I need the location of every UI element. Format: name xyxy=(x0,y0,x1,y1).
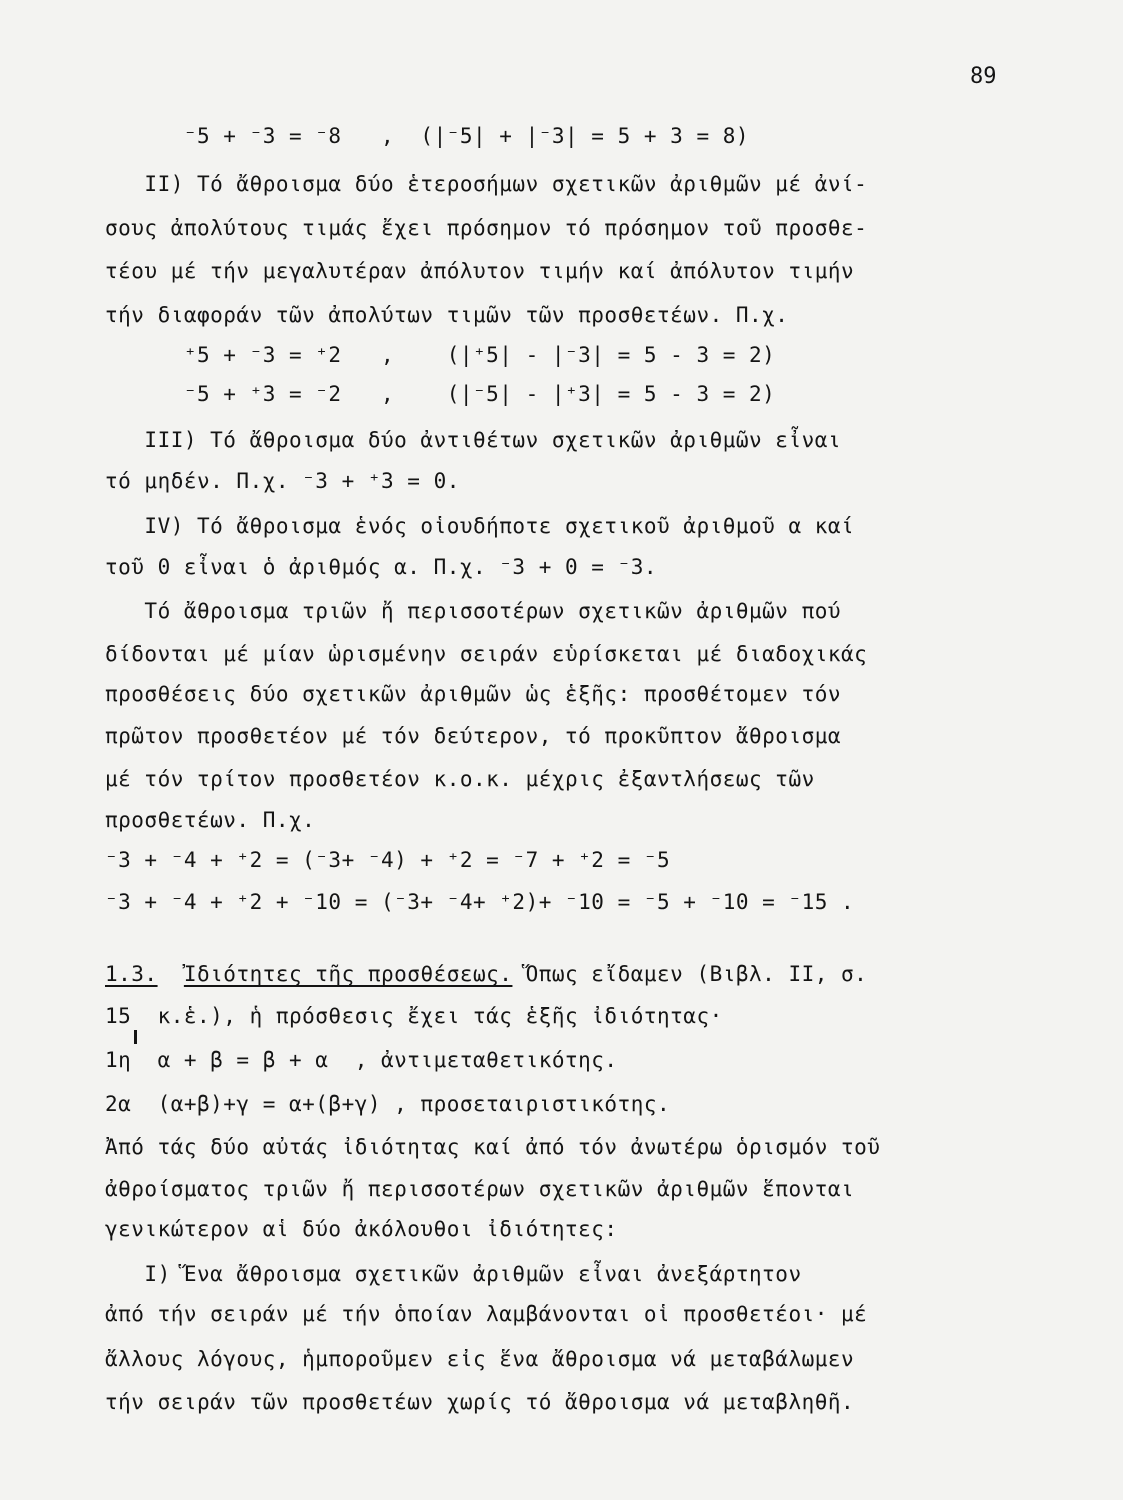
text-line: ⁺5 + ⁻3 = ⁺2 , (|⁺5| - |⁻3| = 5 - 3 = 2) xyxy=(105,343,776,367)
text-line: δίδονται μέ μίαν ὡρισμένην σειράν εὑρίσκεται μέ διαδοχικάς xyxy=(105,642,868,666)
text-line: προσθετέων. Π.χ. xyxy=(105,808,316,832)
property-line: 1η α + β = β + α , ἀντιμεταθετικότης. xyxy=(105,1048,618,1072)
text-line: τέου μέ τήν μεγαλυτέραν ἀπόλυτον τιμήν καί ἀπόλυτον τιμήν xyxy=(105,259,855,283)
text-line: II) Τό ἄθροισμα δύο ἑτεροσήμων σχετικῶν ἀριθμῶν μέ ἀνί- xyxy=(105,172,868,196)
text-line: τοῦ 0 εἶναι ὁ ἀριθμός α. Π.χ. ⁻3 + 0 = ⁻3. xyxy=(105,555,658,579)
text-line: ⁻5 + ⁺3 = ⁻2 , (|⁻5| - |⁺3| = 5 - 3 = 2) xyxy=(105,382,776,406)
text-line: προσθέσεις δύο σχετικῶν ἀριθμῶν ὡς ἑξῆς: προσθέτομεν τόν xyxy=(105,682,842,706)
text-line: τό μηδέν. Π.χ. ⁻3 + ⁺3 = 0. xyxy=(105,469,460,493)
text-line: ἀθροίσματος τριῶν ἤ περισσοτέρων σχετικῶν ἀριθμῶν ἕπονται xyxy=(105,1177,855,1201)
text-line: Τό ἄθροισμα τριῶν ἤ περισσοτέρων σχετικῶν ἀριθμῶν πού xyxy=(105,599,842,623)
text-line: IV) Τό ἄθροισμα ἑνός οἱουδήποτε σχετικοῦ ἀριθμοῦ α καί xyxy=(105,514,855,538)
equation-line: ⁻3 + ⁻4 + ⁺2 = (⁻3+ ⁻4) + ⁺2 = ⁻7 + ⁺2 = ⁻5 xyxy=(105,848,671,872)
text-line: Ι) Ἕνα ἄθροισμα σχετικῶν ἀριθμῶν εἶναι ἀνεξάρτητον xyxy=(105,1262,802,1286)
text-line: μέ τόν τρίτον προσθετέον κ.ο.κ. μέχρις ἐξαντλήσεως τῶν xyxy=(105,767,815,791)
text-line: Ἀπό τάς δύο αὐτάς ἰδιότητας καί ἀπό τόν ἀνωτέρω ὁρισμόν τοῦ xyxy=(105,1135,881,1159)
text-line: σους ἀπολύτους τιμάς ἔχει πρόσημον τό πρόσημον τοῦ προσθε- xyxy=(105,216,868,240)
text-line: ἄλλους λόγους, ἡμποροῦμεν εἰς ἕνα ἄθροισμα νά μεταβάλωμεν xyxy=(105,1347,855,1371)
section-title: Ἰδιότητες τῆς προσθέσεως. xyxy=(183,962,513,986)
text-line: τήν διαφοράν τῶν ἀπολύτων τιμῶν τῶν προσθετέων. Π.χ. xyxy=(105,303,789,327)
text-line: γενικώτερον αἱ δύο ἀκόλουθοι ἰδιότητες: xyxy=(105,1217,618,1241)
text-line: ⁻5 + ⁻3 = ⁻8 , (|⁻5| + |⁻3| = 5 + 3 = 8) xyxy=(105,124,750,148)
text-line: πρῶτον προσθετέον μέ τόν δεύτερον, τό προκῦπτον ἄθροισμα xyxy=(105,724,842,748)
text-line: τήν σειράν τῶν προσθετέων χωρίς τό ἄθροισμα νά μεταβληθῆ. xyxy=(105,1390,855,1414)
text-line: 15 κ.ἑ.), ἡ πρόσθεσις ἔχει τάς ἑξῆς ἰδιότητας· xyxy=(105,1004,723,1028)
property-line: 2α (α+β)+γ = α+(β+γ) , προσεταιριστικότης. xyxy=(105,1092,671,1116)
text-line: ἀπό τήν σειράν μέ τήν ὁποίαν λαμβάνονται οἱ προσθετέοι· μέ xyxy=(105,1302,868,1326)
margin-tick-mark xyxy=(134,1030,137,1044)
text-line: III) Τό ἄθροισμα δύο ἀντιθέτων σχετικῶν ἀριθμῶν εἶναι xyxy=(105,428,842,452)
section-heading-rest: Ὅπως εἴδαμεν (Βιβλ. ΙΙ, σ. xyxy=(512,962,868,986)
section-heading-line xyxy=(105,960,867,988)
section-number: 1.3. xyxy=(105,962,158,986)
page-number: 89 xyxy=(970,64,997,89)
equation-line: ⁻3 + ⁻4 + ⁺2 + ⁻10 = (⁻3+ ⁻4+ ⁺2)+ ⁻10 = ⁻5 + ⁻10 = ⁻15 . xyxy=(105,890,855,914)
